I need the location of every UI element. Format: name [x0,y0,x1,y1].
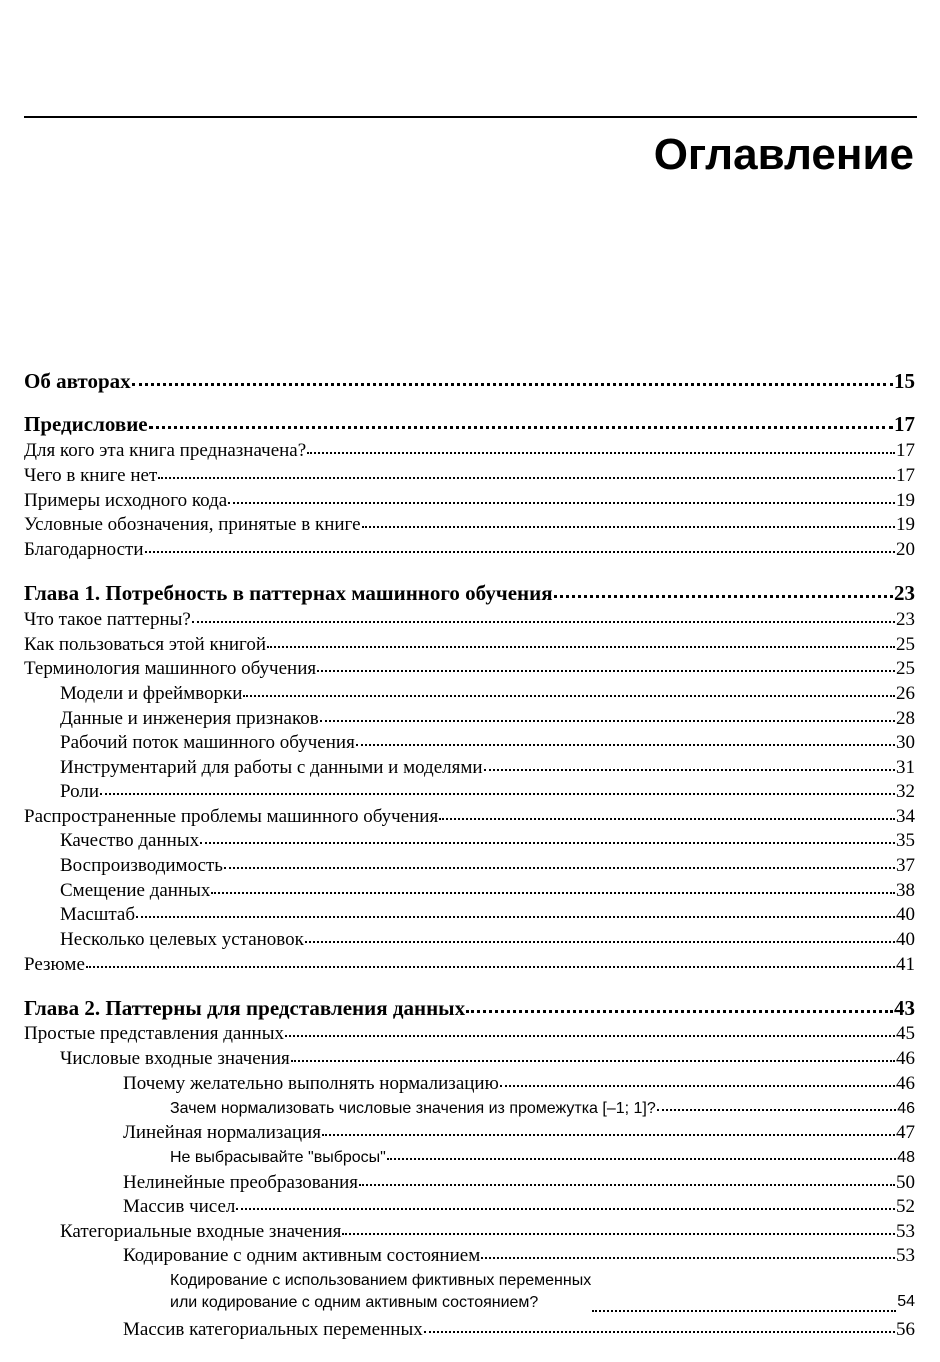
toc-page-number: 23 [894,581,915,605]
toc-page-number: 46 [896,1048,915,1069]
toc-page-number: 50 [896,1172,915,1193]
toc-entry[interactable] [123,1072,915,1096]
dot-leader [267,645,895,648]
toc-entry[interactable] [60,1047,915,1071]
toc-entry-label: Простые представления данных [24,1023,284,1044]
dot-leader [317,669,895,672]
toc-page-number: 53 [896,1221,915,1242]
dot-leader [424,1330,895,1333]
dot-leader [228,501,895,504]
toc-entry[interactable] [123,1171,915,1195]
toc-page-number: 48 [897,1149,915,1166]
toc-page-number: 38 [896,880,915,901]
toc-entry-label: Не выбрасывайте "выбросы" [170,1149,386,1166]
toc-entry-label: Терминология машинного обучения [24,658,317,679]
toc-entry-label: Модели и фреймворки [60,683,243,704]
toc-entry[interactable] [123,1244,915,1268]
toc-page-number: 15 [894,369,915,393]
toc-entry[interactable] [24,657,915,681]
toc-page-number: 32 [896,781,915,802]
dot-leader [657,1108,896,1111]
toc-entry[interactable] [60,780,915,804]
dot-leader [356,743,895,746]
dot-leader [359,1183,895,1186]
dot-leader [243,694,895,697]
toc-entry[interactable] [170,1146,915,1170]
toc-entry-chapter-2[interactable] [24,996,915,1020]
toc-entry-label: Несколько целевых установок [60,929,304,950]
toc-entry-label: Воспроизводимость [60,855,223,876]
dot-leader [236,1207,895,1210]
toc-entry-label: Предисловие [24,412,148,436]
toc-page-number: 40 [896,929,915,950]
toc-entry[interactable] [24,805,915,829]
toc-page-number: 20 [896,539,915,560]
toc-page-number: 25 [896,634,915,655]
toc-entry-multiline[interactable] [170,1270,915,1314]
dot-leader [439,817,895,820]
dot-leader [136,915,895,918]
toc-entry-label: Глава 2. Паттерны для представления данных [24,996,466,1020]
toc-entry-label: Как пользоваться этой книгой [24,634,267,655]
toc-page-number: 17 [894,412,915,436]
toc-page-number: 53 [896,1245,915,1266]
toc-page-number: 40 [896,904,915,925]
toc-page-number: 52 [896,1196,915,1217]
toc-entry[interactable] [24,608,915,632]
toc-entry-label: Чего в книге нет [24,465,158,486]
toc-entry[interactable] [123,1318,915,1342]
toc-entry-label: Роли [60,781,99,802]
dot-leader [285,1034,895,1037]
toc-entry-label: Почему желательно выполнять нормализацию [123,1073,499,1094]
dot-leader [500,1084,895,1087]
toc-entry-label: Распространенные проблемы машинного обучения [24,806,439,827]
toc-entry-preface[interactable] [24,412,915,436]
toc-page-number: 17 [896,465,915,486]
toc-entry-about-authors[interactable] [24,369,915,393]
toc-entry-label: Что такое паттерны? [24,609,191,630]
toc-page-number: 28 [896,708,915,729]
dot-leader [484,768,895,771]
toc-entry[interactable] [170,1097,915,1121]
toc-entry[interactable] [60,731,915,755]
toc-entry[interactable] [24,633,915,657]
toc-page-number: 46 [897,1100,915,1117]
dot-leader [322,1133,895,1136]
toc-page-number: 26 [896,683,915,704]
toc-page-number: 34 [896,806,915,827]
dot-leader [145,550,896,553]
dot-leader [481,1256,895,1259]
dot-leader [362,525,895,528]
toc-entry-label: Зачем нормализовать числовые значения из промежутка [–1; 1]? [170,1100,656,1117]
dot-leader [149,425,893,429]
toc-entry-label: Инструментарий для работы с данными и моделями [60,757,483,778]
toc-entry[interactable] [60,1220,915,1244]
toc-page-number: 47 [896,1122,915,1143]
toc-entry[interactable] [60,756,915,780]
toc-page-number: 25 [896,658,915,679]
dot-leader [342,1232,895,1235]
toc-entry-label: Кодирование с одним активным состоянием [123,1245,481,1266]
toc-entry[interactable] [24,489,915,513]
toc-entry-label: Благодарности [24,539,144,560]
dot-leader [100,792,895,795]
toc-entry[interactable] [60,854,915,878]
toc-entry[interactable] [24,1022,915,1046]
toc-entry[interactable] [24,953,915,977]
toc-entry-label: Категориальные входные значения [60,1221,342,1242]
dot-leader [592,1309,896,1312]
page-title: Оглавление [653,130,914,179]
toc-page-number: 31 [896,757,915,778]
dot-leader [86,965,895,968]
toc-entry[interactable] [60,903,915,927]
toc-entry[interactable] [60,879,915,903]
toc-entry-label: Нелинейные преобразования [123,1172,359,1193]
toc-entry-label-line-2: или кодирование с одним активным состоянием? [170,1294,539,1311]
toc-entry[interactable] [24,538,915,562]
toc-page-number: 41 [896,954,915,975]
toc-page-number: 54 [897,1293,915,1310]
dot-leader [192,620,895,623]
dot-leader [200,841,895,844]
toc-page-number: 30 [896,732,915,753]
toc-entry[interactable] [60,682,915,706]
toc-page-number: 56 [896,1319,915,1340]
toc-page-number: 23 [896,609,915,630]
toc-page-number: 45 [896,1023,915,1044]
toc-entry-label: Смещение данных [60,880,211,901]
toc-page-number: 19 [896,514,915,535]
toc-entry-label: Об авторах [24,369,131,393]
dot-leader [211,891,895,894]
toc-page-number: 43 [894,996,915,1020]
toc-entry-chapter-1[interactable] [24,581,915,605]
toc-entry-label: Массив чисел [123,1196,236,1217]
toc-entry[interactable] [60,829,915,853]
toc-entry-label: Массив категориальных переменных [123,1319,423,1340]
toc-entry-label: Примеры исходного кода [24,490,228,511]
toc-entry-label: Масштаб [60,904,136,925]
toc-entry-label: Условные обозначения, принятые в книге [24,514,361,535]
dot-leader [291,1059,895,1062]
toc-entry[interactable] [24,464,915,488]
dot-leader [307,451,895,454]
toc-entry[interactable] [60,707,915,731]
toc-entry-label: Рабочий поток машинного обучения [60,732,355,753]
toc-page-number: 46 [896,1073,915,1094]
toc-entry[interactable] [60,928,915,952]
toc-entry[interactable] [123,1121,915,1145]
dot-leader [466,1009,893,1013]
toc-entry-label: Данные и инженерия признаков [60,708,319,729]
toc-page-number: 35 [896,830,915,851]
toc-entry-label [170,1270,591,1314]
toc-entry-label-line-1: Кодирование с использованием фиктивных переменных [170,1272,592,1289]
toc-page-number: 37 [896,855,915,876]
dot-leader [158,476,895,479]
toc-entry-label: Качество данных [60,830,200,851]
header-rule [24,116,917,118]
toc-entry-label: Глава 1. Потребность в паттернах машинного обучения [24,581,553,605]
toc-entry-label: Резюме [24,954,85,975]
toc-page-number: 17 [896,440,915,461]
toc-entry[interactable] [24,513,915,537]
toc-entry-label: Для кого эта книга предназначена? [24,440,307,461]
dot-leader [224,866,895,869]
dot-leader [305,940,895,943]
toc-entry-label: Числовые входные значения [60,1048,290,1069]
toc-entry-label: Линейная нормализация [123,1122,321,1143]
toc-entry[interactable] [123,1195,915,1219]
dot-leader [320,719,895,722]
dot-leader [387,1157,896,1160]
dot-leader [554,594,893,598]
toc-page-number: 19 [896,490,915,511]
dot-leader [132,382,893,386]
toc-entry[interactable] [24,439,915,463]
